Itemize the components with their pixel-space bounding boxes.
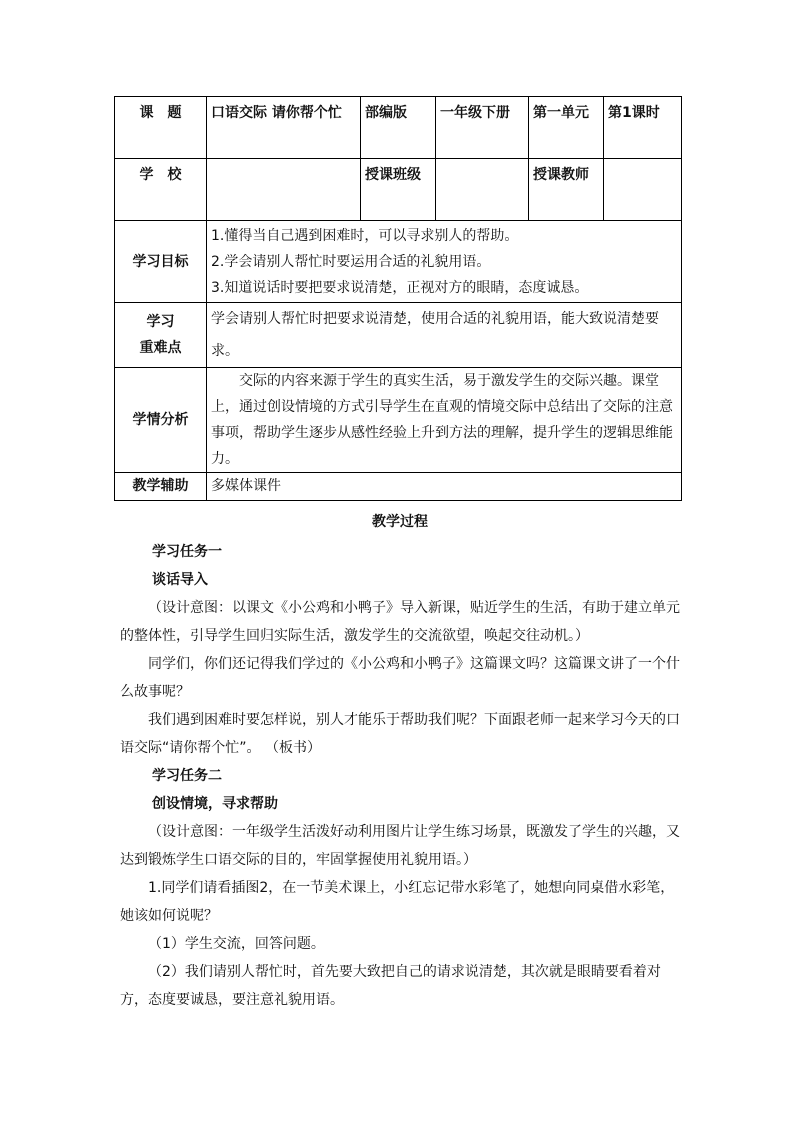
aids-label: 教学辅助 (115, 473, 207, 501)
aids-text: 多媒体课件 (207, 473, 682, 501)
analysis-text: 交际的内容来源于学生的真实生活，易于激发学生的交际兴趣。课堂上，通过创设情境的方式引导学生在直观的情境交际中总结出了交际的注意事项，帮助学生逐步从感性经验上升到方法的理解，提升学生的逻辑思维能力。 (207, 368, 682, 473)
table-row-analysis (115, 368, 682, 473)
topic-label: 课 题 (115, 97, 207, 159)
goal-item: 3.知道说话时要把要求说清楚，正视对方的眼睛，态度诚恳。 (211, 279, 589, 296)
paragraph: （2）我们请别人帮忙时，首先要大致把自己的请求说清楚，其次就是眼睛要看着对方，态度要诚恳，要注意礼貌用语。 (120, 964, 661, 1008)
paragraph: （设计意图：一年级学生活泼好动利用图片让学生练习场景，既激发了学生的兴趣，又达到锻炼学生口语交际的目的，牢固掌握使用礼貌用语。） (120, 824, 680, 868)
goals-content (207, 221, 682, 303)
key-points-label-line1: 学习 (146, 314, 175, 330)
lesson-info-table (114, 96, 682, 501)
paragraph: （设计意图：以课文《小公鸡和小鸭子》导入新课，贴近学生的生活，有助于建立单元的整体性，引导学生回归实际生活，激发学生的交流欲望，唤起交往动机。） (120, 600, 680, 644)
lesson-cell: 第1课时 (604, 97, 682, 159)
goals-label: 学习目标 (115, 221, 207, 303)
teacher-value (604, 159, 682, 221)
goal-item: 2.学会请别人帮忙时要运用合适的礼貌用语。 (211, 253, 491, 270)
task-heading: 学习任务一 (152, 544, 222, 560)
teaching-process (120, 508, 680, 1014)
task-subheading: 谈话导入 (152, 572, 208, 588)
paragraph: 我们遇到困难时要怎样说，别人才能乐于帮助我们呢？下面跟老师一起来学习今天的口语交际“请你帮个忙”。 （板书） (120, 712, 680, 756)
analysis-label: 学情分析 (115, 368, 207, 473)
goal-item: 1.懂得当自己遇到困难时，可以寻求别人的帮助。 (211, 227, 519, 244)
edition-cell: 部编版 (361, 97, 436, 159)
class-value (436, 159, 529, 221)
table-row-topic (115, 97, 682, 159)
table-row-school (115, 159, 682, 221)
paragraph: 1.同学们请看插图2，在一节美术课上，小红忘记带水彩笔了，她想向同桌借水彩笔，她该如何说呢？ (120, 880, 675, 924)
section-title: 教学过程 (372, 514, 428, 530)
school-label: 学 校 (115, 159, 207, 221)
task-heading: 学习任务二 (152, 768, 222, 784)
paragraph: （1）学生交流，回答问题。 (148, 936, 325, 952)
table-row-aids (115, 473, 682, 501)
teacher-label: 授课教师 (529, 159, 604, 221)
table-row-goals (115, 221, 682, 303)
key-points-label-line2: 重难点 (139, 340, 182, 356)
table-row-key-points (115, 303, 682, 368)
class-label: 授课班级 (361, 159, 436, 221)
task-subheading: 创设情境，寻求帮助 (152, 796, 278, 812)
school-value (207, 159, 361, 221)
unit-cell: 第一单元 (529, 97, 604, 159)
paragraph: 同学们，你们还记得我们学过的《小公鸡和小鸭子》这篇课文吗？这篇课文讲了一个什么故事呢？ (120, 656, 680, 700)
key-points-label (115, 303, 207, 368)
key-points-text: 学会请别人帮忙时把要求说清楚，使用合适的礼貌用语，能大致说清楚要求。 (207, 303, 682, 368)
grade-cell: 一年级下册 (436, 97, 529, 159)
topic-value: 口语交际 请你帮个忙 (207, 97, 361, 159)
